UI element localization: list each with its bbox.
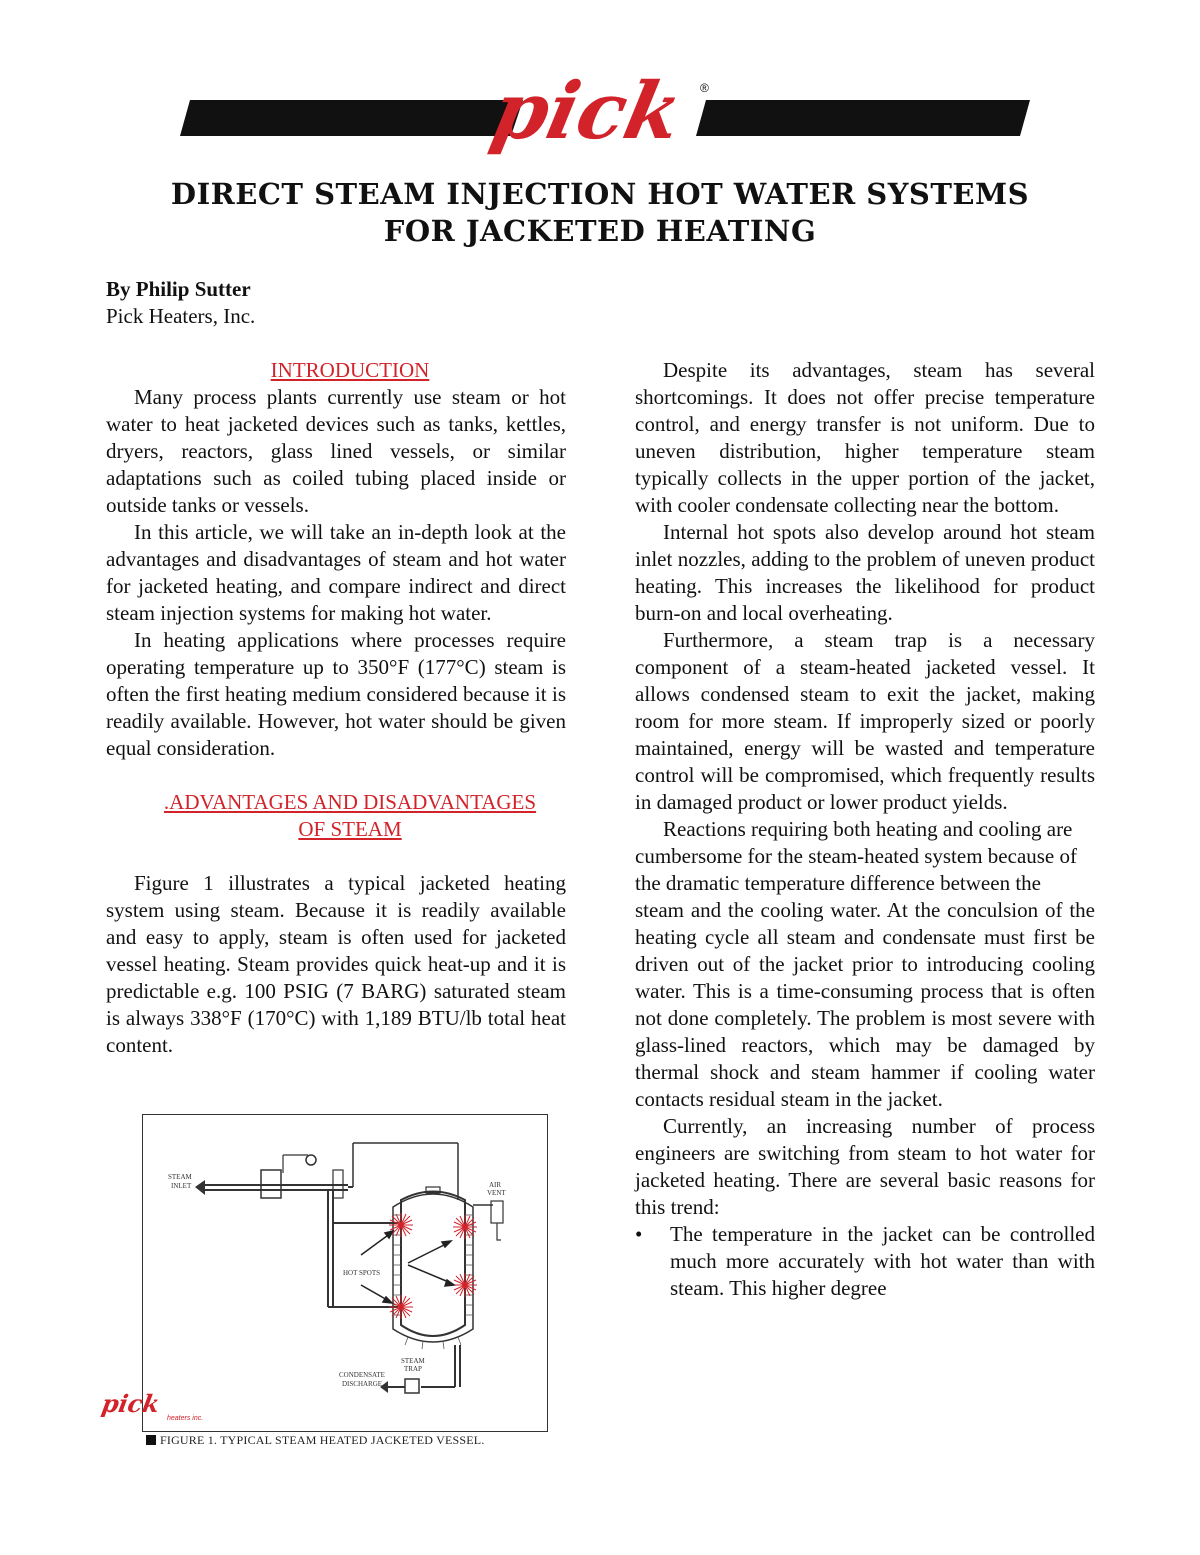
figure-logo: pick [99,1389,162,1418]
label-condensate-2: DISCHARGE [342,1380,383,1388]
paragraph: Despite its advantages, steam has several shortcomings. It does not offer precise temperature control, and energy transfer is not uniform. Due to uneven distribution, higher temperature steam typically collects in the upper portion of the jacket, with cooler condensate collecting near the bottom. [635,358,1095,517]
right-column [635,357,1095,1302]
label-air-vent: AIR [489,1181,502,1189]
logo-wordmark: pick [484,64,690,157]
bullet-text: The temperature in the jacket can be controlled much more accurately with hot water than with steam. This higher degree [670,1222,1095,1300]
section-heading-introduction: INTRODUCTION [270,358,430,382]
label-hot-spots: HOT SPOTS [343,1269,381,1277]
paragraph-continued: steam and the cooling water. At the conculsion of the heating cycle all steam and condensate must first be driven out of the jacket prior to introducing cooling water. This is a time-consuming process that is often not done completely. The problem is most severe with glass-lined reactors, which may be damaged by thermal shock and steam hammer if cooling water contacts residual steam in the jacket. [635,898,1095,1111]
author-name: By Philip Sutter [106,277,251,301]
hot-spot-markers [389,1213,477,1319]
pick-logo-banner [178,64,1030,170]
paragraph: Currently, an increasing number of process engineers are switching from steam to hot water for jacketed heating. There are several basic reasons for this trend: [635,1114,1095,1219]
label-steam-inlet-2: INLET [171,1182,192,1190]
logo-registered-mark: ® [700,81,709,95]
logo-bar-left [180,100,523,136]
jacketed-vessel [393,1187,473,1349]
byline [106,276,255,330]
paragraph: Furthermore, a steam trap is a necessary component of a steam-heated jacketed vessel. It allows condensed steam to exit the jacket, making room for more steam. If improperly sized or poorly maintained, energy will be wasted and temperature control will be compromised, which frequently results in damaged product or lower product yields. [635,628,1095,814]
figure-caption [146,1433,485,1448]
label-steam-trap-2: TRAP [404,1365,422,1373]
paragraph: In heating applications where processes require operating temperature up to 350°F (177°C) steam is often the first heating medium considered because it is readily available. However, hot water should be given equal consideration. [106,628,566,760]
paragraph: In this article, we will take an in-depth look at the advantages and disadvantages of steam and hot water for jacketed heating, and compare indirect and direct steam injection systems for making hot water. [106,520,566,625]
title-line-1: DIRECT STEAM INJECTION HOT WATER SYSTEMS [170,177,1030,211]
bullet-item [635,1221,1095,1302]
left-column [106,357,566,1059]
caption-square-icon [146,1435,156,1445]
figure-logo-sub: heaters inc. [167,1415,204,1422]
paragraph: Figure 1 illustrates a typical jacketed heating system using steam. Because it is readily available and easy to apply, steam is often used for jacketed vessel heating. Steam provides quick heat-up and it is predictable e.g. 100 PSIG (7 BARG) saturated steam is always 338°F (170°C) with 1,189 BTU/lb total heat content. [106,871,566,1057]
paragraph: Reactions requiring both heating and cooling are cumbersome for the steam-heated system because of the dramatic temperature difference between the [635,817,1077,895]
paragraph: Many process plants currently use steam or hot water to heat jacketed devices such as tanks, kettles, dryers, reactors, glass lined vessels, or similar adaptations such as coiled tubing placed inside or outside tanks or vessels. [106,385,566,517]
figure-1-diagram [99,1114,548,1432]
caption-text: FIGURE 1. TYPICAL STEAM HEATED JACKETED VESSEL. [160,1433,485,1447]
title-line-2: FOR JACKETED HEATING [383,214,817,248]
label-air-vent-2: VENT [487,1189,506,1197]
document-title [0,176,1200,250]
author-company: Pick Heaters, Inc. [106,304,256,328]
steam-trap [405,1379,419,1393]
label-steam-trap: STEAM [401,1357,425,1365]
label-condensate: CONDENSATE [339,1371,385,1379]
section-heading-advantages-line-2: OF STEAM [298,817,402,841]
bullet-dot: • [635,1222,643,1246]
label-steam-inlet: STEAM [168,1173,192,1181]
pressure-gauge [306,1155,316,1165]
section-heading-advantages: .ADVANTAGES AND DISADVANTAGES [163,790,537,814]
paragraph: Internal hot spots also develop around hot steam inlet nozzles, adding to the problem of uneven product heating. This increases the likelihood for product burn-on and local overheating. [635,520,1095,625]
logo-bar-right [696,100,1030,136]
steam-inlet-arrow [195,1180,205,1195]
